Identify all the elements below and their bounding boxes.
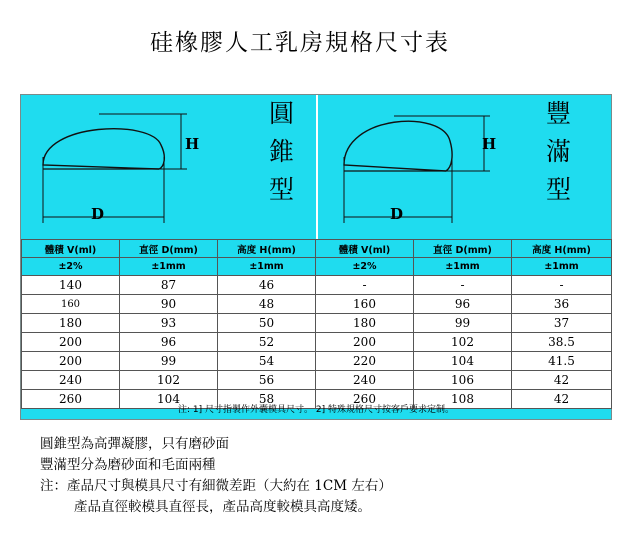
- table-cell: 50: [218, 314, 316, 333]
- table-cell: 42: [512, 390, 612, 409]
- table-cell: 140: [22, 276, 120, 295]
- type-char-3: 型: [546, 175, 572, 204]
- table-cell: 42: [512, 371, 612, 390]
- table-cell: 87: [120, 276, 218, 295]
- tolerance-cell: ±2%: [316, 258, 414, 276]
- header-cell: 體積 V(ml): [22, 240, 120, 258]
- note-line: 注：產品尺寸與模具尺寸有細微差距（大約在 1CM 左右）: [40, 478, 392, 494]
- table-cell: 180: [316, 314, 414, 333]
- full-type-diagram: [316, 95, 611, 239]
- table-cell: 220: [316, 352, 414, 371]
- table-cell: 46: [218, 276, 316, 295]
- table-tolerance-row: [22, 258, 612, 276]
- table-cell: 58: [218, 390, 316, 409]
- note-line: 豐滿型分為磨砂面和毛面兩種: [40, 457, 216, 473]
- tolerance-cell: ±2%: [22, 258, 120, 276]
- table-cell: 260: [22, 390, 120, 409]
- table-cell: 93: [120, 314, 218, 333]
- header-cell: 體積 V(ml): [316, 240, 414, 258]
- spec-table: [21, 239, 612, 409]
- table-cell: 37: [512, 314, 612, 333]
- table-cell: 160: [316, 295, 414, 314]
- type-char-1: 圓: [269, 99, 295, 128]
- tolerance-cell: ±1mm: [120, 258, 218, 276]
- type-char-3: 型: [269, 175, 295, 204]
- note-line: 圓錐型為高彈凝膠，只有磨砂面: [40, 436, 229, 452]
- table-cell: 54: [218, 352, 316, 371]
- table-cell: 102: [414, 333, 512, 352]
- table-cell: 36: [512, 295, 612, 314]
- tolerance-cell: ±1mm: [218, 258, 316, 276]
- table-cell: 240: [22, 371, 120, 390]
- table-cell: 99: [414, 314, 512, 333]
- table-cell: 240: [316, 371, 414, 390]
- table-row: [22, 352, 612, 371]
- table-footnote: 注: 1] 尺寸指製作外囊模具尺寸。 2] 特殊規格尺寸按客戶要求定制。: [178, 405, 454, 415]
- table-cell: 102: [120, 371, 218, 390]
- table-row: [22, 333, 612, 352]
- table-cell: 96: [414, 295, 512, 314]
- height-label: H: [482, 135, 497, 153]
- table-cell: 104: [120, 390, 218, 409]
- table-cell: 106: [414, 371, 512, 390]
- product-notes: [40, 434, 392, 518]
- tolerance-cell: ±1mm: [512, 258, 612, 276]
- cone-type-diagram: [21, 95, 316, 239]
- table-header-row: [22, 240, 612, 258]
- table-cell: 200: [22, 333, 120, 352]
- table-cell: 48: [218, 295, 316, 314]
- type-char-2: 錐: [269, 137, 295, 166]
- tolerance-cell: ±1mm: [414, 258, 512, 276]
- table-cell: 104: [414, 352, 512, 371]
- table-cell: 90: [120, 295, 218, 314]
- spec-sheet: [20, 94, 612, 420]
- table-row: [22, 276, 612, 295]
- table-cell: 96: [120, 333, 218, 352]
- table-cell: 160: [22, 295, 120, 314]
- table-cell: 108: [414, 390, 512, 409]
- table-row: [22, 371, 612, 390]
- height-label: H: [185, 135, 200, 153]
- table-cell: -: [316, 276, 414, 295]
- header-cell: 直徑 D(mm): [414, 240, 512, 258]
- note-line: 產品直徑較模具直徑長，產品高度較模具高度矮。: [74, 499, 371, 515]
- header-cell: 高度 H(mm): [512, 240, 612, 258]
- header-cell: 直徑 D(mm): [120, 240, 218, 258]
- page-title: 硅橡膠人工乳房規格尺寸表: [150, 30, 450, 56]
- table-cell: 99: [120, 352, 218, 371]
- table-cell: 38.5: [512, 333, 612, 352]
- table-cell: -: [512, 276, 612, 295]
- table-row: [22, 314, 612, 333]
- table-row: [22, 295, 612, 314]
- table-cell: 180: [22, 314, 120, 333]
- table-cell: -: [414, 276, 512, 295]
- header-cell: 高度 H(mm): [218, 240, 316, 258]
- diameter-label: D: [390, 205, 404, 223]
- table-cell: 260: [316, 390, 414, 409]
- table-cell: 200: [22, 352, 120, 371]
- table-cell: 52: [218, 333, 316, 352]
- table-cell: 41.5: [512, 352, 612, 371]
- diameter-label: D: [91, 205, 105, 223]
- table-cell: 56: [218, 371, 316, 390]
- type-char-1: 豐: [546, 99, 572, 128]
- table-cell: 200: [316, 333, 414, 352]
- type-char-2: 滿: [546, 137, 572, 166]
